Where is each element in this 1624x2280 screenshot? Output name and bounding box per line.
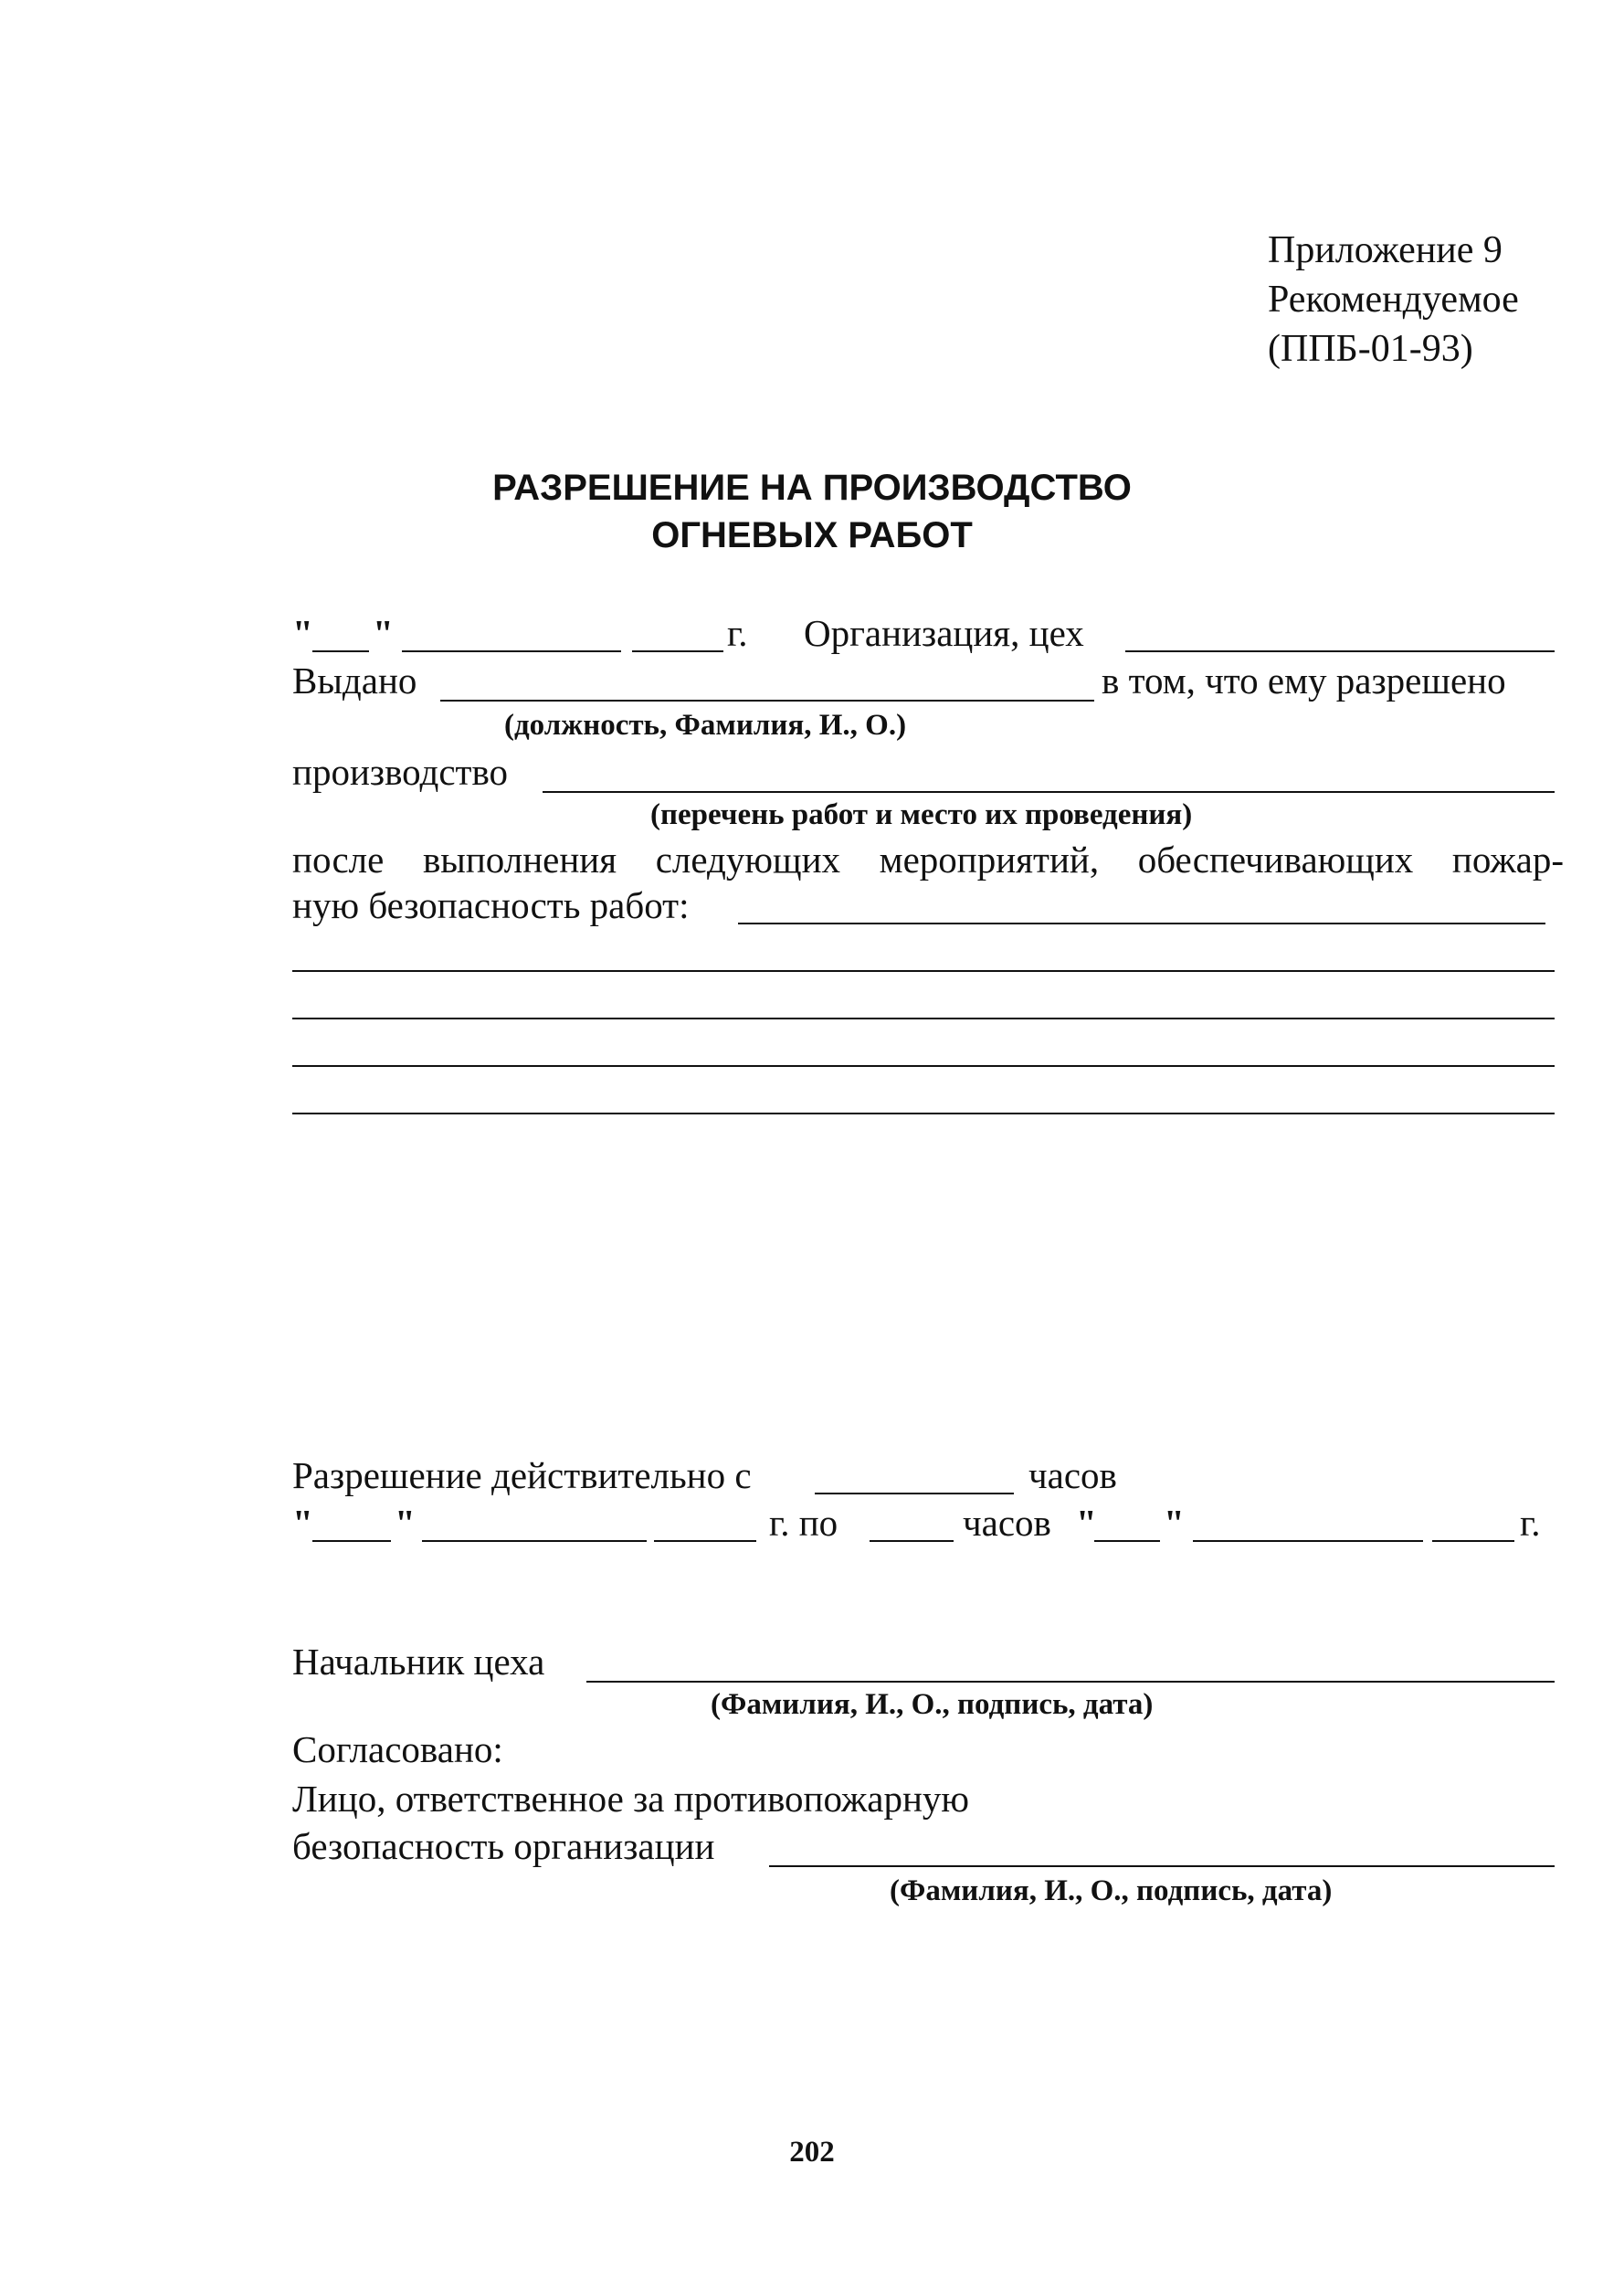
- date-close-quote: ": [373, 612, 394, 654]
- date-open-quote: ": [292, 612, 313, 654]
- valid-from-hours-blank[interactable]: [815, 1493, 1014, 1494]
- to-hours-label: часов: [963, 1502, 1051, 1544]
- organization-blank[interactable]: [1125, 650, 1555, 652]
- production-label: производство: [292, 751, 509, 793]
- hours-label: часов: [1028, 1454, 1117, 1496]
- organization-label: Организация, цех: [804, 612, 1084, 654]
- year-suffix: г.: [727, 612, 748, 654]
- to-date-open-quote: ": [1076, 1502, 1097, 1544]
- month-blank[interactable]: [402, 650, 621, 652]
- annex-reference: (ППБ-01-93): [1268, 328, 1473, 370]
- measures-blank-4[interactable]: [292, 1065, 1555, 1067]
- from-day-blank[interactable]: [312, 1540, 391, 1542]
- annex-number: Приложение 9: [1268, 229, 1503, 271]
- issued-suffix: в том, что ему разрешено: [1102, 660, 1506, 702]
- measures-text-line2: ную безопасность работ:: [292, 884, 690, 926]
- measures-blank-5[interactable]: [292, 1113, 1555, 1114]
- to-month-blank[interactable]: [1193, 1540, 1423, 1542]
- responsible-caption: (Фамилия, И., О., подпись, дата): [890, 1874, 1333, 1907]
- to-year-blank[interactable]: [1432, 1540, 1514, 1542]
- production-caption: (перечень работ и место их проведения): [650, 798, 1193, 831]
- to-label: г. по: [769, 1502, 838, 1544]
- day-blank[interactable]: [312, 650, 369, 652]
- year-blank[interactable]: [632, 650, 723, 652]
- to-hours-blank[interactable]: [870, 1540, 954, 1542]
- page-number: 202: [789, 2136, 835, 2169]
- measures-blank-1[interactable]: [738, 923, 1545, 924]
- from-date-close-quote: ": [395, 1502, 416, 1544]
- from-year-blank[interactable]: [654, 1540, 756, 1542]
- issued-blank[interactable]: [440, 700, 1094, 702]
- chief-signature-blank[interactable]: [586, 1681, 1555, 1683]
- measures-blank-2[interactable]: [292, 970, 1555, 972]
- measures-blank-3[interactable]: [292, 1018, 1555, 1019]
- to-date-close-quote: ": [1164, 1502, 1185, 1544]
- responsible-label-line1: Лицо, ответственное за противопожарную: [292, 1778, 970, 1820]
- agreed-label: Согласовано:: [292, 1728, 503, 1770]
- chief-caption: (Фамилия, И., О., подпись, дата): [711, 1688, 1154, 1721]
- issued-label: Выдано: [292, 660, 417, 702]
- end-year-suffix: г.: [1520, 1502, 1541, 1544]
- document-title-line1: РАЗРЕШЕНИЕ НА ПРОИЗВОДСТВО: [492, 468, 1132, 508]
- issued-caption: (должность, Фамилия, И., О.): [504, 709, 907, 742]
- document-title-line2: ОГНЕВЫХ РАБОТ: [651, 515, 973, 555]
- annex-status: Рекомендуемое: [1268, 279, 1519, 321]
- responsible-signature-blank[interactable]: [769, 1865, 1555, 1867]
- from-date-open-quote: ": [292, 1502, 313, 1544]
- measures-text-line1: после выполнения следующих мероприятий, обеспечивающих пожар-: [292, 839, 1564, 881]
- to-day-blank[interactable]: [1094, 1540, 1160, 1542]
- production-blank[interactable]: [543, 791, 1555, 793]
- responsible-label-line2: безопасность организации: [292, 1825, 715, 1867]
- valid-from-label: Разрешение действительно с: [292, 1454, 752, 1496]
- from-month-blank[interactable]: [422, 1540, 647, 1542]
- chief-label: Начальник цеха: [292, 1641, 545, 1683]
